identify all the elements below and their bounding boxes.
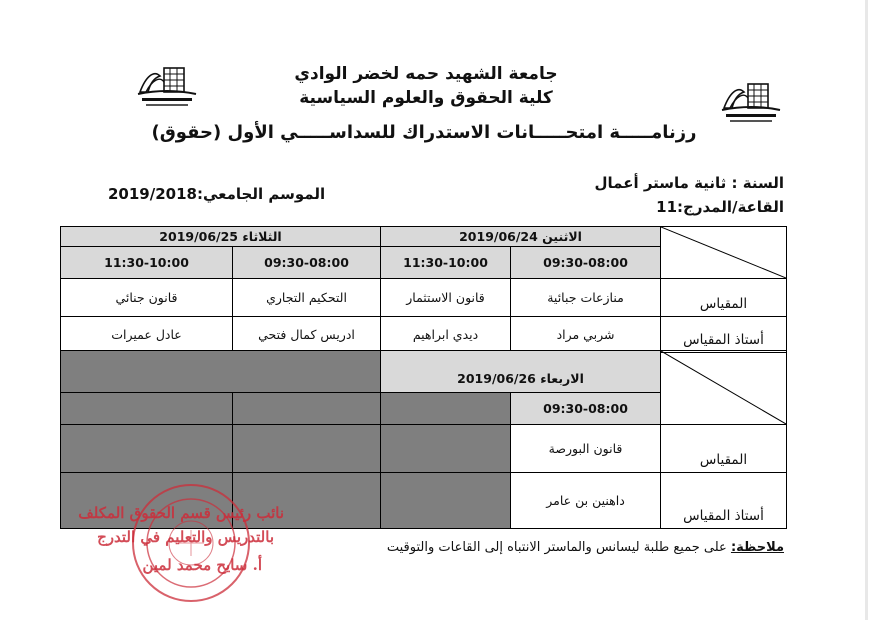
blocked-cell [61,351,381,393]
study-year: السنة : ثانية ماستر أعمال [594,174,784,192]
schedule-table-week [60,226,787,353]
day-header-monday: الاثنين 2019/06/24 [381,227,661,247]
row-label-subject: المقياس [661,425,787,473]
row-label-professor: أستاذ المقياس [661,473,787,529]
time-slot: 11:30-10:00 [61,247,233,279]
signature-block [0,498,292,608]
blocked-cell [61,425,233,473]
time-slot: 11:30-10:00 [381,247,511,279]
blocked-cell [381,393,511,425]
subject-cell: قانون الاستثمار [381,279,511,317]
document-title: رزنامـــــة امتحـــــانات الاستدراك للسداســـــي الأول (حقوق) [151,122,697,143]
day-header-wednesday: الاربعاء 2019/06/26 [381,351,661,393]
time-slot: 09:30-08:00 [511,247,661,279]
subject-cell: قانون البورصة [511,425,661,473]
signature-subtitle: بالتدريس والتعليم في التدرج [97,528,274,546]
row-label-professor: أستاذ المقياس [661,317,787,353]
academic-season: الموسم الجامعي:2019/2018 [108,185,326,203]
blocked-cell [233,425,381,473]
faculty-name: كلية الحقوق والعلوم السياسية [299,88,553,108]
day-header-tuesday: الثلاثاء 2019/06/25 [61,227,381,247]
professor-cell: ادريس كمال فتحي [233,317,381,353]
professor-cell: ديدي ابراهيم [381,317,511,353]
note-text: على جميع طلبة ليسانس والماستر الانتباه إلى القاعات والتوقيت [386,540,731,555]
university-name: جامعة الشهيد حمه لخضر الوادي [294,64,558,84]
professor-cell: عادل عميرات [61,317,233,353]
note [387,540,784,555]
time-slot: 09:30-08:00 [511,393,661,425]
signature-name: أ. سايح محمد لمين [142,556,262,574]
time-slot: 09:30-08:00 [233,247,381,279]
page-edge [865,0,868,620]
professor-cell: شربي مراد [511,317,661,353]
subject-cell: التحكيم التجاري [233,279,381,317]
corner-cell [661,227,787,279]
exam-room: القاعة/المدرج:11 [656,198,784,216]
note-label: ملاحظة: [730,540,784,555]
professor-cell: داهنين بن عامر [511,473,661,529]
corner-cell [661,351,787,425]
subject-cell: قانون جنائي [61,279,233,317]
blocked-cell [381,473,511,529]
blocked-cell [381,425,511,473]
row-label-subject: المقياس [661,279,787,317]
subject-cell: منازعات جبائية [511,279,661,317]
blocked-cell [61,393,233,425]
signature-title: نائب رئيس قسم الحقوق المكلف [78,504,284,522]
blocked-cell [233,393,381,425]
